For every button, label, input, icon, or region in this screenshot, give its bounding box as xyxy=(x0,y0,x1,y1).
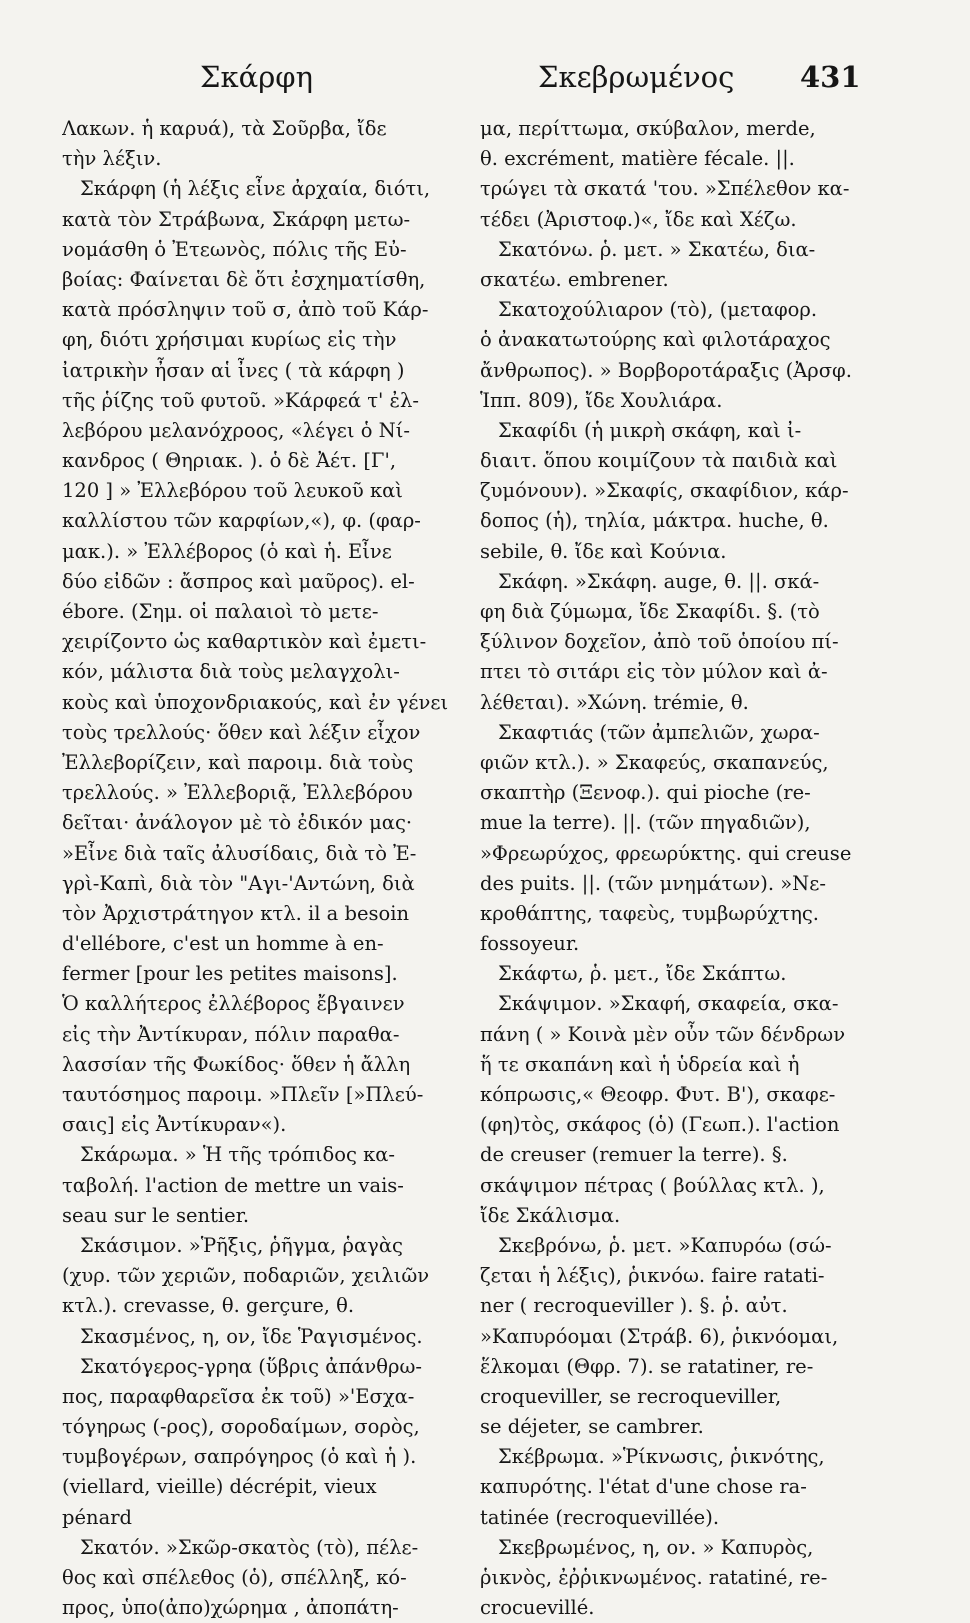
text-line: τοὺς τρελλούς· ὅθεν καὶ λέξιν εἶχον xyxy=(62,720,421,744)
text-line: χειρίζοντο ὡς καθαρτικὸν καὶ ἐμετι- xyxy=(62,630,427,654)
text-line: Ἱππ. 809), ἴδε Χουλιάρα. xyxy=(480,388,723,412)
text-line: τὴν λέξιν. xyxy=(62,147,162,171)
text-line: fermer [pour les petites maisons]. xyxy=(62,962,398,986)
text-line: des puits. ||. (τῶν μνημάτων). »Νε- xyxy=(480,871,826,895)
text-line: mue la terre). ||. (τῶν πηγαδιῶν), xyxy=(480,811,811,835)
text-line: σκατέω. embrener. xyxy=(480,267,669,291)
text-line: σκαπτὴρ (Ξενοφ.). qui pioche (re- xyxy=(480,781,811,805)
text-line: τέδει (Ἀριστοφ.)«, ἴδε καὶ Χέζω. xyxy=(480,207,797,231)
text-line: λεβόρου μελανόχροος, «λέγει ὁ Νί- xyxy=(62,418,410,442)
text-line: φη, διότι χρήσιμαι κυρίως εἰς τὴν xyxy=(62,328,397,352)
text-line: βοίας: Φαίνεται δὲ ὅτι ἐσχηματίσθη, xyxy=(62,267,426,291)
text-line: Σκατόνω. ῥ. μετ. » Σκατέω, δια- xyxy=(498,237,816,261)
text-line: Σκεβρόνω, ῥ. μετ. »Καπυρόω (σώ- xyxy=(498,1233,832,1257)
text-line: καπυρότης. l'état d'une chose ra- xyxy=(480,1475,807,1499)
guide-word-left: Σκάρφη xyxy=(200,60,313,94)
text-line: ἴδε Σκάλισμα. xyxy=(480,1203,621,1227)
text-line: νομάσθη ὁ Ἐτεωνὸς, πόλις τῆς Εὐ- xyxy=(62,237,407,261)
text-line: ταβολή. l'action de mettre un vais- xyxy=(62,1173,404,1197)
left-column xyxy=(62,114,452,1623)
text-line: τρώγει τὰ σκατά 'του. »Σπέλεθον κα- xyxy=(480,177,850,201)
text-line: ὁ ἀνακατωτούρης καὶ φιλοτάραχος xyxy=(480,328,831,352)
text-line: λασσίαν τῆς Φωκίδος· ὅθεν ἡ ἄλλη xyxy=(62,1052,411,1076)
text-line: μακ.). » Ἐλλέβορος (ὁ καὶ ἡ. Εἶνε xyxy=(62,539,392,563)
text-line: Σκατόν. »Σκῶρ-σκατὸς (τὸ), πέλε- xyxy=(80,1535,419,1559)
text-line: ἥ τε σκαπάνη καὶ ἡ ὑδρεία καὶ ἡ xyxy=(480,1052,800,1076)
text-line: κατὰ πρόσληψιν τοῦ σ, ἀπὸ τοῦ Κάρ- xyxy=(62,298,429,322)
text-line: φιῶν κτλ.). » Σκαφεύς, σκαπανεύς, xyxy=(480,750,829,774)
text-line: πάνη ( » Κοινὰ μὲν οὖν τῶν δένδρων xyxy=(480,1022,846,1046)
running-head xyxy=(0,60,970,106)
text-line: ébore. (Σημ. οἱ παλαιοὶ τὸ μετε- xyxy=(62,600,379,623)
text-line: ζεται ἡ λέξις), ῥικνόω. faire ratati- xyxy=(480,1264,825,1288)
text-line: κόπρωσις,« Θεοφρ. Φυτ. Β'), σκαφε- xyxy=(480,1083,836,1106)
text-line: »Εἶνε διὰ ταῖς ἀλυσίδαις, διὰ τὸ Ἐ- xyxy=(62,841,417,865)
text-line: θος καὶ σπέλεθος (ὁ), σπέλληξ, κό- xyxy=(62,1566,407,1589)
text-line: τυμβογέρων, σαπρόγηρος (ὁ καὶ ἡ ). xyxy=(62,1445,417,1469)
text-line: crocuevillé. xyxy=(480,1596,595,1620)
text-line: ἰατρικὴν ἦσαν αἱ ἶνες ( τὰ κάρφη ) xyxy=(62,358,405,382)
text-line: de creuser (remuer la terre). §. xyxy=(480,1143,788,1167)
text-line: κτλ.). crevasse, θ. gerçure, θ. xyxy=(62,1294,355,1318)
text-line: se déjeter, se cambrer. xyxy=(480,1415,704,1439)
text-line: κροθάπτης, ταφεὺς, τυμβωρύχτης. xyxy=(480,901,820,925)
text-line: d'ellébore, c'est un homme à en- xyxy=(62,932,384,956)
text-line: (viellard, vieille) décrépit, vieux xyxy=(62,1475,377,1499)
text-line: τῆς ῥίζης τοῦ φυτοῦ. »Κάρφεά τ' ἐλ- xyxy=(62,388,419,412)
text-line: Ἐλλεβορίζειν, καὶ παροιμ. διὰ τοὺς xyxy=(62,750,414,774)
text-line: Σκέβρωμα. »Ῥίκνωσις, ῥικνότης, xyxy=(498,1445,825,1469)
text-line: δεῖται· ἀνάλογον μὲ τὸ ἐδικόν μας· xyxy=(62,811,413,835)
text-line: sebile, θ. ἴδε καὶ Κούνια. xyxy=(480,539,727,563)
text-line: μα, περίττωμα, σκύβαλον, merde, xyxy=(480,117,816,140)
page-number: 431 xyxy=(800,60,861,94)
text-line: seau sur le sentier. xyxy=(62,1203,250,1227)
text-line: καλλίστου τῶν καρφίων,«), φ. (φαρ- xyxy=(62,509,421,533)
text-line: Σκεβρωμένος, η, ον. » Καπυρὸς, xyxy=(498,1535,814,1559)
text-line: κατὰ τὸν Στράβωνα, Σκάρφη μετω- xyxy=(62,207,411,231)
text-line: σαις] εἰς Ἀντίκυραν«). xyxy=(62,1113,287,1137)
text-line: Σκάρωμα. » Ἡ τῆς τρόπιδος κα- xyxy=(80,1143,396,1167)
text-line: ξύλινον δοχεῖον, ἀπὸ τοῦ ὁποίου πί- xyxy=(480,630,839,654)
text-line: Σκάφτω, ῥ. μετ., ἴδε Σκάπτω. xyxy=(498,962,787,986)
text-line: (φη)τὸς, σκάφος (ὁ) (Γεωπ.). l'action xyxy=(480,1113,840,1137)
text-line: Σκατόγερος-γρηα (ὕβρις ἀπάνθρω- xyxy=(80,1354,422,1378)
text-line: τόγηρως (-ρος), σοροδαίμων, σορὸς, xyxy=(62,1415,420,1439)
text-line: γρὶ-Καπὶ, διὰ τὸν "Αγι-'Αντώνη, διὰ xyxy=(62,871,415,895)
text-line: fossoyeur. xyxy=(480,932,580,956)
text-line: Σκάφη. »Σκάφη. auge, θ. ||. σκά- xyxy=(498,569,820,593)
text-line: πος, παραφθαρεῖσα ἐκ τοῦ) »'Εσχα- xyxy=(62,1384,415,1408)
guide-word-right: Σκεβρωμένος xyxy=(538,60,735,94)
text-line: Σκάσιμον. »Ῥῆξις, ῥῆγμα, ῥαγὰς xyxy=(80,1233,403,1257)
text-line: προς, ὑπο(ἀπο)χώρημα , ἀποπάτη- xyxy=(62,1596,399,1620)
text-line: τρελλούς. » Ἐλλεβοριᾷ, Ἐλλεβόρου xyxy=(62,781,413,805)
text-line: »Φρεωρύχος, φρεωρύκτης. qui creuse xyxy=(480,841,852,865)
text-line: ζυμόνουν). »Σκαφίς, σκαφίδιον, κάρ- xyxy=(480,479,849,503)
text-line: tatinée (recroquevillée). xyxy=(480,1505,720,1529)
text-line: εἰς τὴν Ἀντίκυραν, πόλιν παραθα- xyxy=(62,1022,400,1046)
text-line: Ὁ καλλήτερος ἐλλέβορος ἔβγαινεν xyxy=(62,992,405,1016)
text-line: Σκασμένος, η, ον, ἴδε Ῥαγισμένος. xyxy=(80,1324,423,1348)
text-line: διαιτ. ὅπου κοιμίζουν τὰ παιδιὰ καὶ xyxy=(480,449,838,473)
text-line: Λακων. ἡ καρυά), τὰ Σοῦρβα, ἴδε xyxy=(62,117,387,140)
text-line: (χυρ. τῶν χεριῶν, ποδαριῶν, χειλιῶν xyxy=(62,1264,430,1288)
text-line: pénard xyxy=(62,1505,133,1529)
text-line: ἕλκομαι (Θφρ. 7). se ratatiner, re- xyxy=(480,1354,814,1378)
text-line: ἄνθρωπος). » Βορβοροτάραξις (Ἀρσφ. xyxy=(480,358,852,382)
text-line: δοπος (ἡ), τηλία, μάκτρα. huche, θ. xyxy=(480,509,829,533)
text-line: Σκαφτιάς (τῶν ἀμπελιῶν, χωρα- xyxy=(498,720,820,744)
text-line: δύο εἰδῶν : ἄσπρος καὶ μαῦρος). el- xyxy=(62,569,415,593)
text-line: 120 ] » Ἐλλεβόρου τοῦ λευκοῦ καὶ xyxy=(62,479,403,503)
text-line: »Καπυρόομαι (Στράβ. 6), ῥικνόομαι, xyxy=(480,1324,839,1348)
text-line: Σκαφίδι (ἡ μικρὴ σκάφη, καὶ ἰ- xyxy=(498,418,802,442)
text-line: ner ( recroqueviller ). §. ῥ. αὐτ. xyxy=(480,1294,788,1318)
text-line: Σκάρφη (ἡ λέξις εἶνε ἀρχαία, διότι, xyxy=(80,177,431,201)
text-line: φη διὰ ζύμωμα, ἴδε Σκαφίδι. §. (τὸ xyxy=(480,600,820,623)
text-line: τὸν Ἀρχιστράτηγον κτλ. il a besoin xyxy=(62,901,410,925)
text-line: Σκατοχούλιαρον (τὸ), (μεταφορ. xyxy=(498,298,818,322)
text-line: πτει τὸ σιτάρι εἰς τὸν μύλον καὶ ἀ- xyxy=(480,660,828,684)
text-line: λέθεται). »Χώνη. trémie, θ. xyxy=(480,690,749,714)
text-line: κοὺς καὶ ὑποχονδριακούς, καὶ ἐν γένει xyxy=(62,690,449,714)
text-line: ταυτόσημος παροιμ. »Πλεῖν [»Πλεύ- xyxy=(62,1083,424,1106)
right-column xyxy=(480,114,860,1623)
text-line: θ. excrément, matière fécale. ||. xyxy=(480,147,795,171)
text-line: croqueviller, se recroqueviller, xyxy=(480,1384,782,1408)
text-line: ῥικνὸς, ἐῤῥικνωμένος. ratatiné, re- xyxy=(480,1566,828,1589)
text-line: κανδρος ( Θηριακ. ). ὁ δὲ Ἀέτ. [Γ', xyxy=(62,449,397,473)
text-line: Σκάψιμον. »Σκαφή, σκαφεία, σκα- xyxy=(498,992,839,1016)
text-line: κόν, μάλιστα διὰ τοὺς μελαγχολι- xyxy=(62,660,400,684)
text-line: σκάψιμον πέτρας ( βούλλας κτλ. ), xyxy=(480,1173,825,1197)
